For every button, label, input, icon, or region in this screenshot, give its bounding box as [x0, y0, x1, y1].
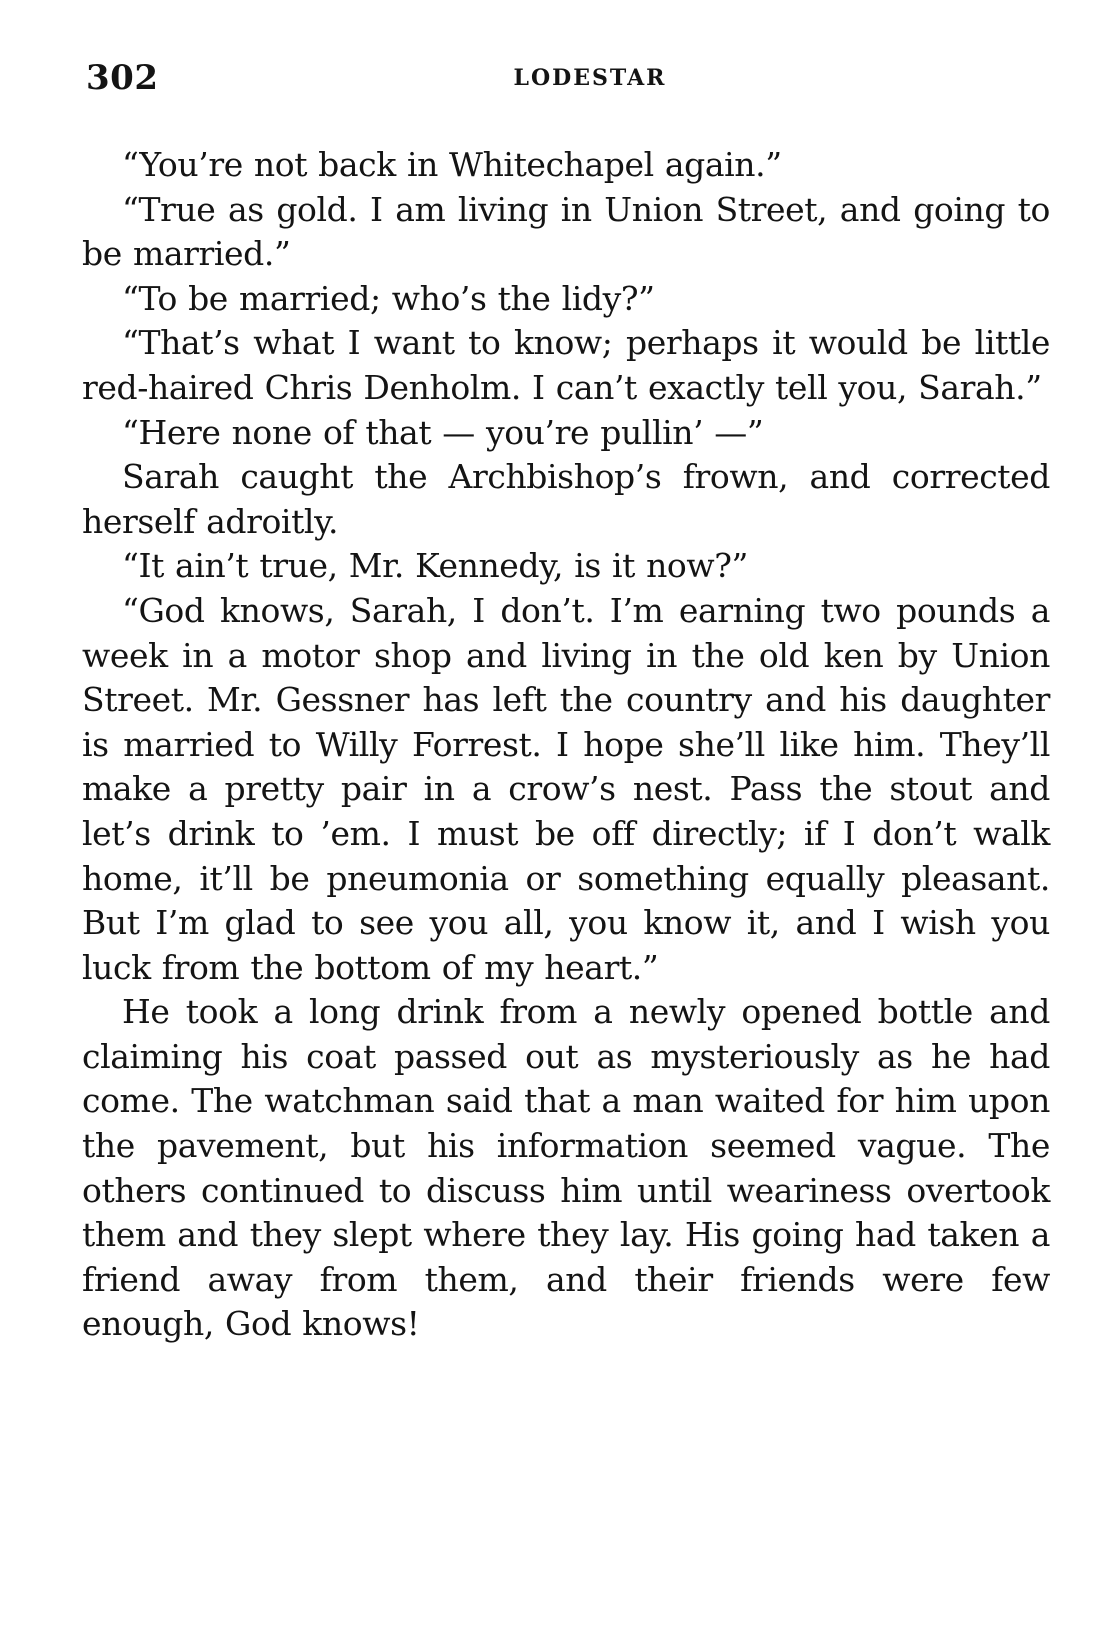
- paragraph: “To be married; who’s the lidy?”: [122, 278, 655, 318]
- paragraph: “It ain’t true, Mr. Kennedy, is it now?”: [122, 546, 749, 586]
- running-head: [86, 56, 1054, 100]
- paragraph: “You’re not back in Whitechapel again.”: [122, 145, 782, 184]
- paragraph: “True as gold. I am living in Union Street, and going to be married.”: [82, 189, 1050, 274]
- page-number: 302: [86, 58, 159, 98]
- paragraph: “That’s what I want to know; perhaps it would be little red-haired Chris Denholm. I can’t exactly tell you, Sarah.”: [82, 323, 1050, 407]
- body-text: [82, 143, 1050, 1347]
- paragraph: “God knows, Sarah, I don’t. I’m earning two pounds a week in a motor shop and living in the old ken by Union Street. Mr. Gessner has left the country and his daughter is married to Willy Forrest. I hope she’ll like him. They’ll make a pretty pair in a crow’s nest. Pass the stout and let’s drink to ’em. I must be off directly; if I don’t walk home, it’ll be pneumonia or something equally pleasant. But I’m glad to see you all, you know it, and I wish you luck from the bottom of my heart.”: [82, 590, 1050, 987]
- running-title: LODESTAR: [513, 65, 667, 91]
- paragraph: “Here none of that — you’re pullin’ —”: [122, 412, 764, 452]
- paragraph: Sarah caught the Archbishop’s frown, and corrected herself adroitly.: [82, 457, 1050, 541]
- paragraph: He took a long drink from a newly opened bottle and claiming his coat passed out as mysteriously as he had come. The watchman said that a man waited for him upon the pavement, but his information seemed vague. The others continued to discuss him until weariness overtook them and they slept where they lay. His going had taken a friend away from them, and their friends were few enough, God knows!: [82, 992, 1050, 1344]
